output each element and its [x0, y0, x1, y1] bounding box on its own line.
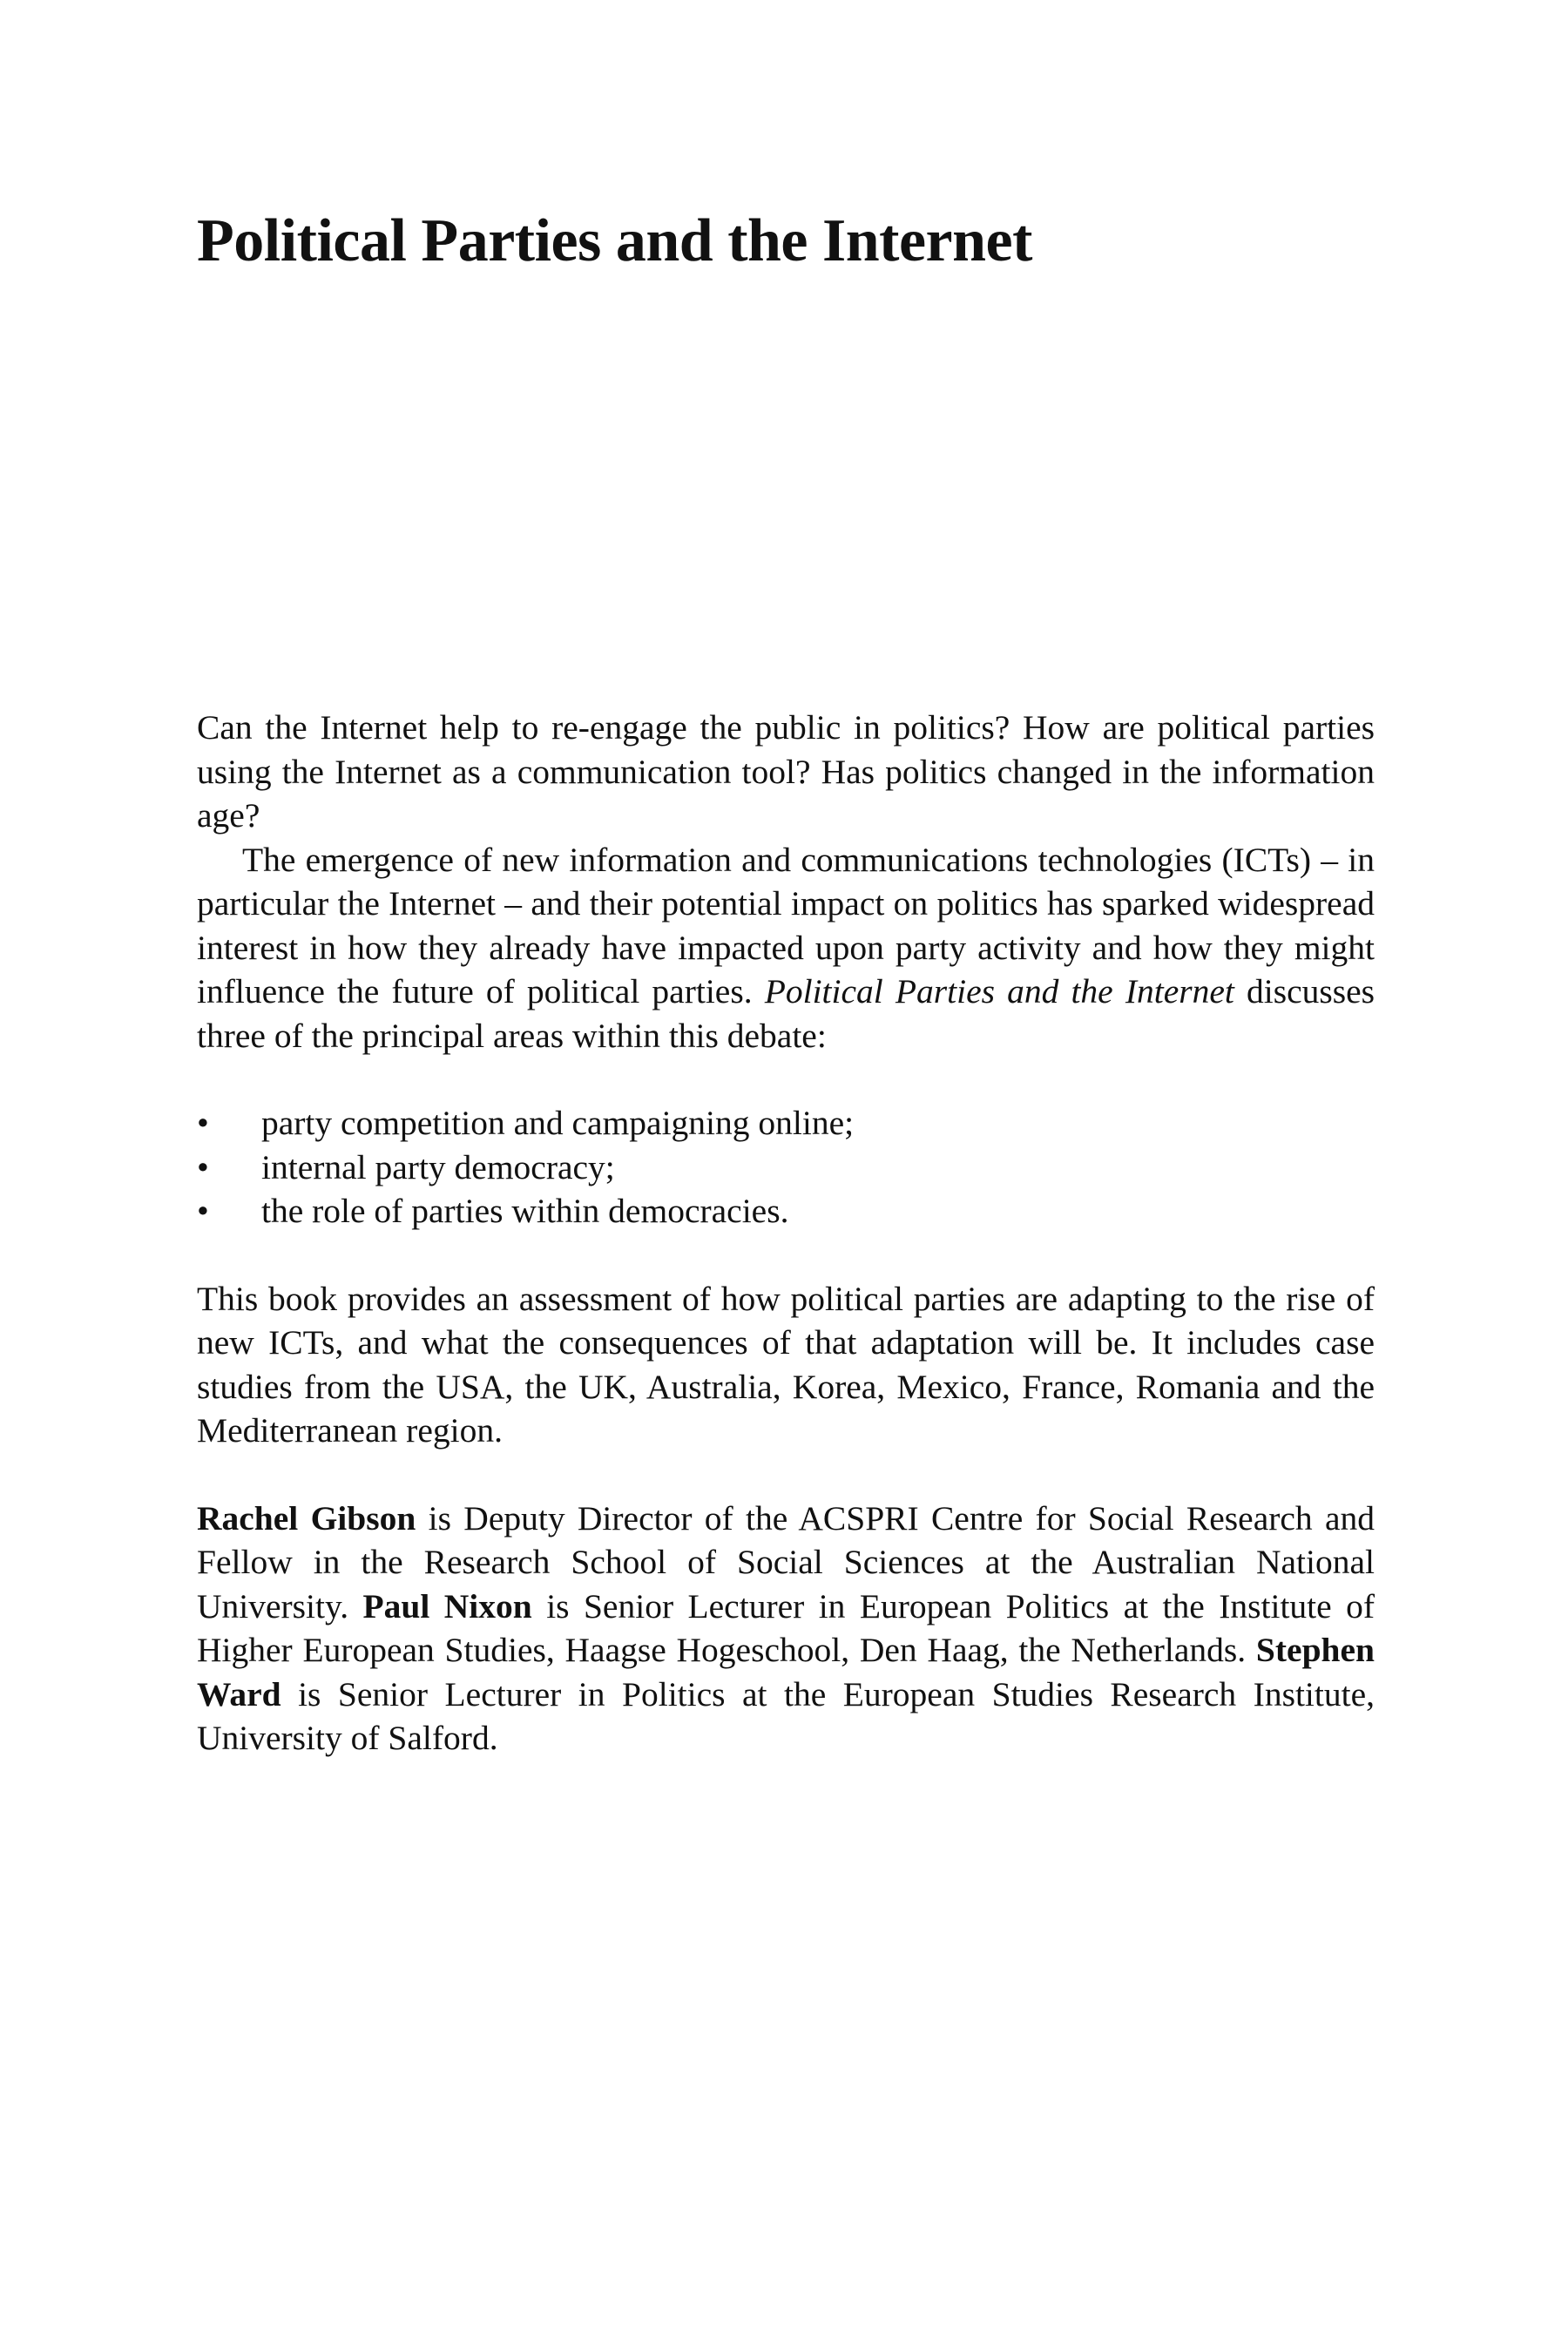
intro-questions-paragraph: Can the Internet help to re-engage the public in politics? How are political parties using the Internet as a communication tool? Has politics changed in the information age? [197, 708, 1375, 835]
blurb [197, 706, 1375, 1761]
discusses-text: discusses three of the principal areas within this debate: [197, 972, 1375, 1055]
page-title: Political Parties and the Internet [197, 207, 1032, 274]
bullet-icon: • [197, 1147, 209, 1186]
author-bio: is Deputy Director of the ACSPRI Centre for Social Research and Fellow in the Research School of Social Sciences at the Australian National University. [197, 1498, 1375, 1625]
assessment-paragraph: This book provides an assessment of how political parties are adapting to the rise of new ICTs, and what the consequences of that adaptation will be. It includes case studies from the USA, the UK, Australia, Korea, Mexico, France, Romania and the Mediterranean region. [197, 1279, 1375, 1450]
author-bio: is Senior Lecturer in Politics at the European Studies Research Institute, University of Salford. [197, 1674, 1375, 1757]
bullet-icon: • [197, 1104, 209, 1142]
list-item-text: internal party democracy; [261, 1147, 615, 1186]
author-name: Paul Nixon [362, 1586, 532, 1625]
author-bio: is Senior Lecturer in European Politics at the Institute of Higher European Studies, Haagse Hogeschool, Den Haag, the Netherlands. [197, 1586, 1375, 1669]
author-name: Rachel Gibson [197, 1498, 416, 1538]
list-item [197, 1101, 1375, 1146]
list-item [197, 1189, 1375, 1233]
list-item-text: the role of parties within democracies. [261, 1192, 789, 1230]
emergence-text: The emergence of new information and communications technologies (ICTs) – in particular the Internet – and their potential impact on politics has sparked widespread interest in how they already have impacted upon party activity and how they might influence the future of political parties. [197, 840, 1375, 1010]
authors-paragraph [197, 1497, 1375, 1761]
list-item-text: party competition and campaigning online; [261, 1104, 855, 1142]
list-item [197, 1146, 1375, 1190]
intro-emergence-paragraph [197, 838, 1375, 1058]
author-name: Stephen Ward [197, 1631, 1375, 1713]
debate-areas-list [197, 1101, 1375, 1233]
book-title-italic: Political Parties and the Internet [764, 972, 1234, 1010]
bullet-icon: • [197, 1192, 209, 1230]
